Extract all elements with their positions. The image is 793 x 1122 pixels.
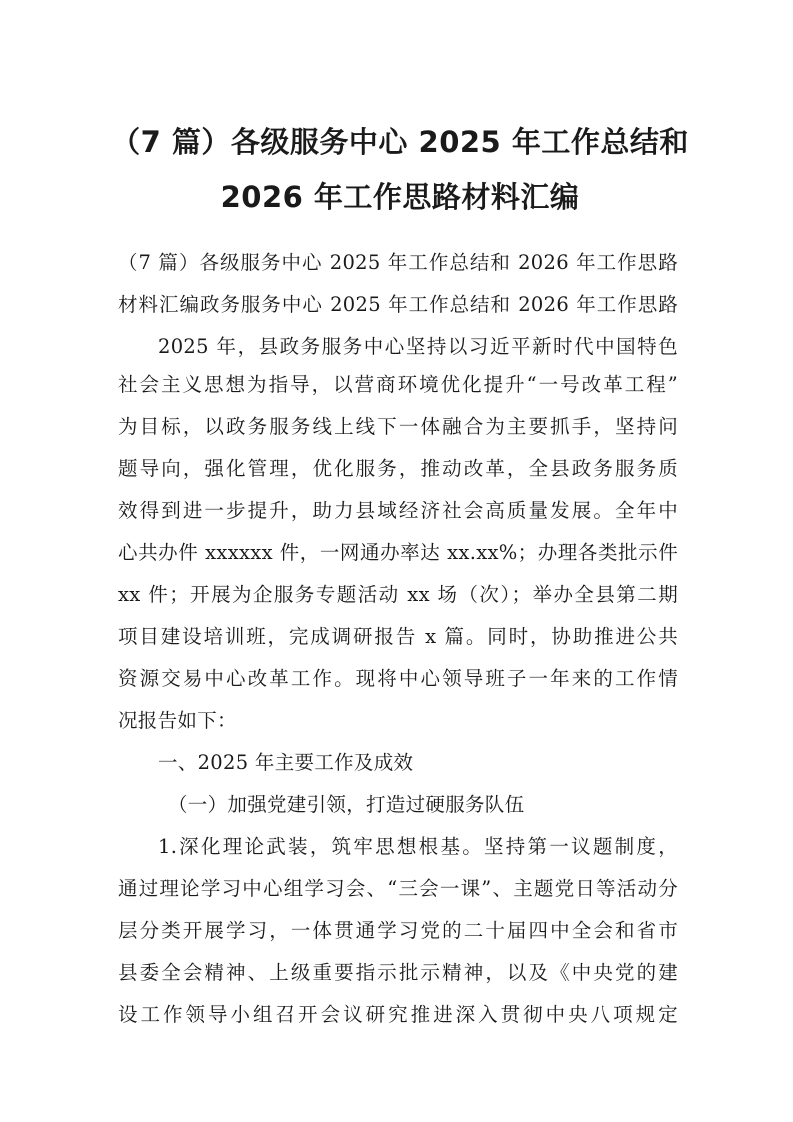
body-line: 为目标，以政务服务线上线下一体融合为主要抓手，坚持问 [118,415,678,438]
body-line: 1.深化理论武装，筑牢思想根基。坚持第一议题制度， [158,835,678,858]
subsection-heading: （一）加强党建引领，打造过硬服务队伍 [168,793,525,816]
body-line: 社会主义思想为指导，以营商环境优化提升“一号改革工程” [118,373,678,396]
body-line: 项目建设培训班，完成调研报告 x 篇。同时，协助推进公共 [118,625,678,648]
body-line: 县委全会精神、上级重要指示批示精神，以及《中央党的建 [118,961,678,984]
document-title-line-1: （7 篇）各级服务中心 2025 年工作总结和 [111,125,689,159]
body-line: 心共办件 xxxxxx 件，一网通办率达 xx.xx%；办理各类批示件 [118,541,678,564]
body-line: 通过理论学习中心组学习会、“三会一课”、主题党日等活动分 [118,877,678,900]
body-line: 题导向，强化管理，优化服务，推动改革，全县政务服务质 [118,457,678,480]
body-line: xx 件；开展为企服务专题活动 xx 场（次）；举办全县第二期 [118,583,678,606]
body-line: 层分类开展学习，一体贯通学习党的二十届四中全会和省市 [118,919,678,942]
body-line: 资源交易中心改革工作。现将中心领导班子一年来的工作情 [118,667,678,690]
body-line: 况报告如下： [118,709,237,732]
body-line: 效得到进一步提升，助力县域经济社会高质量发展。全年中 [118,499,678,522]
section-heading: 一、2025 年主要工作及成效 [158,751,414,774]
body-line: （7 篇）各级服务中心 2025 年工作总结和 2026 年工作思路 [118,251,678,274]
body-line: 设工作领导小组召开会议研究推进深入贯彻中央八项规定 [118,1003,678,1026]
body-line: 材料汇编政务服务中心 2025 年工作总结和 2026 年工作思路 [118,293,678,316]
body-line: 2025 年，县政务服务中心坚持以习近平新时代中国特色 [158,335,678,358]
document-title-line-2: 2026 年工作思路材料汇编 [220,180,580,214]
